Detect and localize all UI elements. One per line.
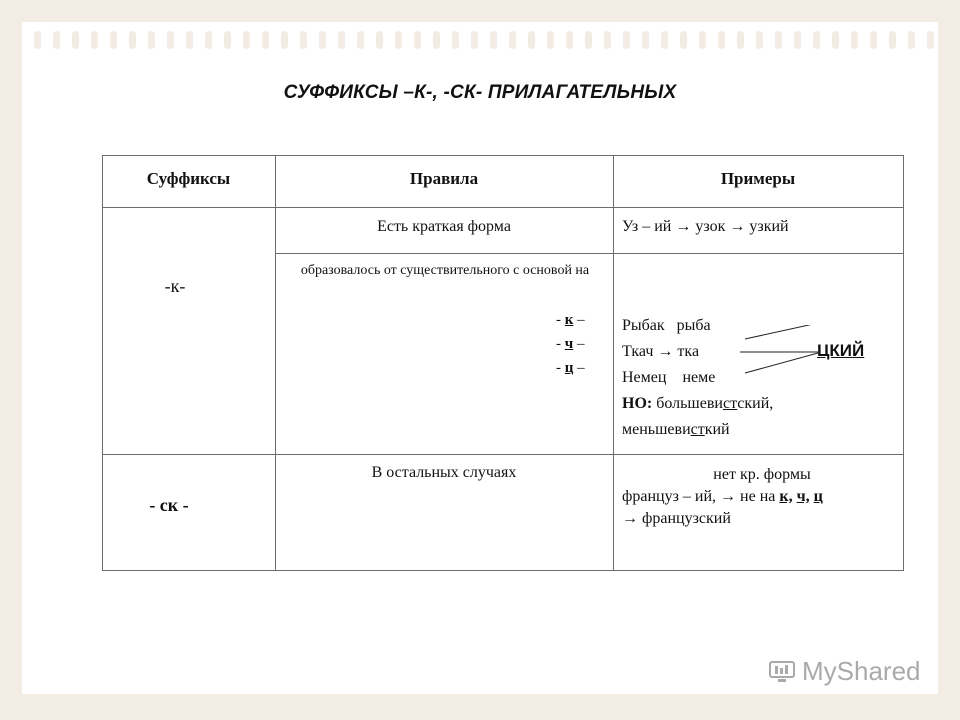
base-letters (556, 308, 608, 380)
binder-hole (110, 31, 117, 49)
binder-hole (775, 31, 782, 49)
example-short-form: Уз – ий → узок → узкий (622, 218, 789, 235)
binder-hole (832, 31, 839, 49)
example-frantsuzskiy: → французский (622, 510, 731, 527)
header-rules: Правила (409, 169, 479, 188)
binder-holes (22, 22, 938, 56)
binder-hole (642, 31, 649, 49)
example-but-2: меньшевисткий (622, 421, 730, 438)
binder-hole (870, 31, 877, 49)
binder-hole (262, 31, 269, 49)
binder-hole (737, 31, 744, 49)
binder-hole (680, 31, 687, 49)
binder-hole (72, 31, 79, 49)
binder-hole (813, 31, 820, 49)
binder-hole (604, 31, 611, 49)
watermark-text: MyShared (802, 656, 921, 686)
binder-hole (756, 31, 763, 49)
example-but: НО: большевистский, (622, 395, 774, 412)
binder-hole (148, 31, 155, 49)
binder-hole (319, 31, 326, 49)
binder-hole (433, 31, 440, 49)
binder-hole (851, 31, 858, 49)
binder-hole (53, 31, 60, 49)
binder-hole (91, 31, 98, 49)
binder-hole (566, 31, 573, 49)
binder-hole (528, 31, 535, 49)
binder-hole (205, 31, 212, 49)
watermark (768, 656, 921, 687)
binder-hole (281, 31, 288, 49)
example-no-short-form: нет кр. формы (713, 466, 811, 483)
rule-short-form: Есть краткая форма (377, 218, 511, 235)
binder-hole (623, 31, 630, 49)
base-letter-ch: - ч – (556, 336, 585, 352)
binder-hole (376, 31, 383, 49)
binder-hole (395, 31, 402, 49)
binder-hole (699, 31, 706, 49)
base-letter-k: - к – (556, 312, 585, 328)
rule-other-cases: В остальных случаях (371, 464, 517, 481)
converging-lines (740, 325, 825, 375)
binder-hole (167, 31, 174, 49)
binder-hole (471, 31, 478, 49)
example-tkach: Ткач → тка (622, 343, 700, 360)
binder-hole (585, 31, 592, 49)
binder-hole (452, 31, 459, 49)
binder-hole (300, 31, 307, 49)
binder-hole (357, 31, 364, 49)
binder-hole (414, 31, 421, 49)
binder-hole (794, 31, 801, 49)
header-suffixes: Суффиксы (146, 169, 231, 188)
binder-hole (490, 31, 497, 49)
base-letter-ts: - ц – (556, 360, 585, 376)
header-examples: Примеры (720, 169, 796, 188)
binder-hole (889, 31, 896, 49)
watermark-logo-icon (768, 660, 796, 684)
binder-hole (186, 31, 193, 49)
binder-hole (661, 31, 668, 49)
suffix-k: -к- (164, 276, 186, 296)
binder-hole (129, 31, 136, 49)
binder-hole (338, 31, 345, 49)
examples-other (622, 464, 902, 530)
binder-hole (224, 31, 231, 49)
result-tskiy: ЦКИЙ (817, 341, 865, 360)
example-ryba: Рыбак рыба (622, 317, 711, 334)
binder-hole (927, 31, 934, 49)
binder-hole (718, 31, 725, 49)
page-title: СУФФИКСЫ –К-, -СК- ПРИЛАГАТЕЛЬНЫХ (283, 82, 677, 103)
example-frantsuz: француз – ий, → не на к, ч, ц (622, 488, 823, 505)
suffix-sk: - ск - (149, 495, 189, 515)
binder-hole (547, 31, 554, 49)
binder-hole (509, 31, 516, 49)
example-nemets: Немец неме (622, 369, 716, 386)
binder-hole (34, 31, 41, 49)
rule-noun-base: образовалось от существительного с основой на (300, 263, 590, 278)
binder-hole (908, 31, 915, 49)
binder-hole (243, 31, 250, 49)
